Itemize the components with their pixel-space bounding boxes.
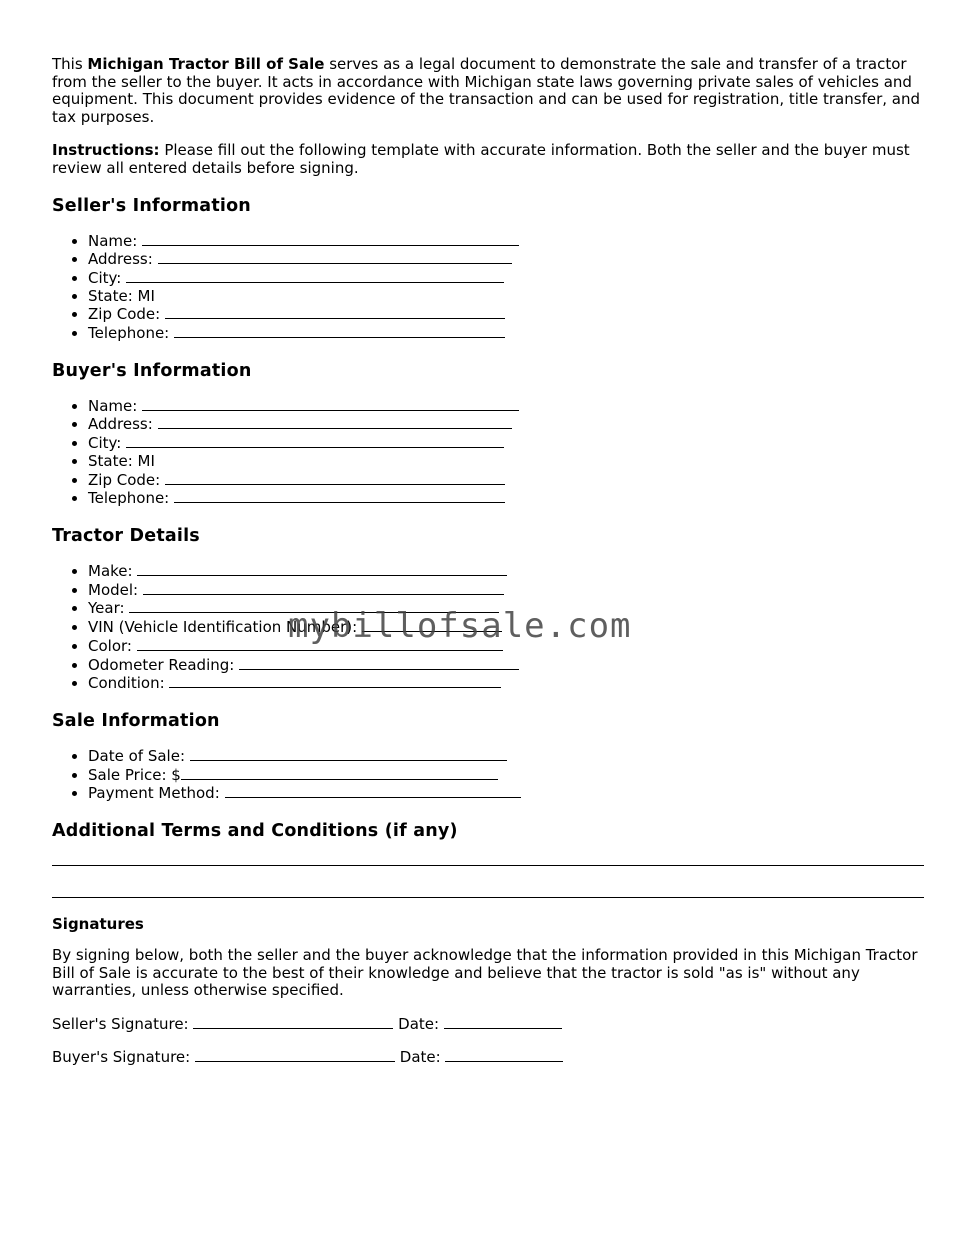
buyer-heading: Buyer's Information (52, 360, 252, 381)
intro-text: serves as a legal document to demonstrate the sale and transfer of a tractor from the seller to the buyer. It acts in accordance with Michigan state laws governing private sales of vehicles and equipment. This document provides evidence of the transaction and can be used for registration, title transfer, and tax purposes. (52, 55, 921, 126)
fill-blank[interactable] (181, 766, 498, 780)
seller-city-field[interactable] (88, 269, 924, 288)
field-label: City: (88, 268, 122, 287)
tractor-make-field[interactable] (88, 562, 924, 581)
seller-signature-line (52, 1015, 924, 1034)
buyer-signature-label: Buyer's Signature: (52, 1048, 191, 1067)
fill-blank[interactable] (142, 397, 519, 411)
fill-blank[interactable] (137, 562, 507, 576)
field-label: Year: (88, 599, 125, 618)
signatures-text: By signing below, both the seller and the buyer acknowledge that the information provided in this Michigan Tractor Bill of Sale is accurate to the best of their knowledge and believe that the tractor is sold "as is" without any warranties, unless otherwise specified. (52, 946, 918, 1000)
field-label: Telephone: (88, 489, 170, 508)
instructions-text: Please fill out the following template with accurate information. Both the seller and the buyer must review all entered details before signing. (52, 141, 910, 177)
field-label: Sale Price: $ (88, 765, 181, 784)
watermark: mybillofsale.com (288, 606, 632, 646)
buyer-name-field[interactable] (88, 397, 924, 416)
fill-blank[interactable] (225, 784, 521, 798)
field-label: Telephone: (88, 324, 170, 343)
seller-telephone-field[interactable] (88, 324, 924, 343)
tractor-odometer-field[interactable] (88, 656, 924, 675)
terms-line-1[interactable] (52, 865, 924, 866)
sale-date-field[interactable] (88, 747, 924, 766)
tractor-list (52, 562, 924, 693)
fill-blank[interactable] (142, 232, 519, 246)
field-label: Odometer Reading: (88, 655, 235, 674)
buyer-list (52, 397, 924, 508)
intro-paragraph (52, 56, 924, 126)
buyer-signature-blank[interactable] (195, 1048, 395, 1062)
tractor-color-field[interactable] (88, 637, 924, 656)
field-label: Name: (88, 396, 138, 415)
seller-signature-blank[interactable] (193, 1015, 393, 1029)
sale-payment-method-field[interactable] (88, 784, 924, 803)
fill-blank[interactable] (126, 434, 504, 448)
fill-blank[interactable] (190, 747, 507, 761)
document-body (52, 56, 924, 1082)
buyer-date-label: Date: (399, 1048, 441, 1067)
fill-blank[interactable] (165, 471, 505, 485)
fill-blank[interactable] (169, 674, 501, 688)
field-label: Address: (88, 250, 153, 269)
fill-blank[interactable] (165, 305, 505, 319)
fill-blank[interactable] (174, 324, 505, 338)
field-label: Zip Code: (88, 305, 161, 324)
sale-price-field[interactable] (88, 766, 924, 785)
fill-blank[interactable] (129, 599, 499, 613)
seller-address-field[interactable] (88, 250, 924, 269)
seller-heading: Seller's Information (52, 195, 251, 216)
tractor-model-field[interactable] (88, 581, 924, 600)
fill-blank[interactable] (158, 250, 512, 264)
fill-blank[interactable] (158, 415, 512, 429)
fill-blank[interactable] (174, 489, 505, 503)
instructions-label: Instructions: (52, 141, 160, 160)
fill-blank[interactable] (362, 618, 502, 632)
intro-title: Michigan Tractor Bill of Sale (87, 55, 325, 73)
field-label: Make: (88, 562, 133, 580)
field-label: State: MI (88, 286, 155, 305)
terms-line-2[interactable] (52, 897, 924, 898)
tractor-heading: Tractor Details (52, 526, 200, 546)
tractor-vin-field[interactable] (88, 618, 924, 637)
instructions-paragraph (52, 142, 924, 177)
field-label: Name: (88, 231, 138, 250)
field-label: Color: (88, 636, 132, 655)
sale-heading: Sale Information (52, 710, 220, 731)
sale-list (52, 747, 924, 803)
fill-blank[interactable] (239, 656, 519, 670)
buyer-telephone-field[interactable] (88, 489, 924, 508)
buyer-signature-line (52, 1048, 924, 1067)
fill-blank[interactable] (143, 581, 504, 595)
seller-date-label: Date: (398, 1014, 440, 1033)
seller-state-field (88, 288, 924, 306)
field-label: Date of Sale: (88, 746, 186, 765)
field-label: Model: (88, 580, 139, 599)
field-label: Zip Code: (88, 470, 161, 489)
tractor-year-field[interactable] (88, 599, 924, 618)
field-label: Payment Method: (88, 784, 220, 803)
signatures-heading: Signatures (52, 915, 144, 934)
seller-date-blank[interactable] (444, 1015, 562, 1029)
buyer-address-field[interactable] (88, 415, 924, 434)
terms-heading: Additional Terms and Conditions (if any) (52, 821, 458, 842)
field-label: City: (88, 434, 122, 453)
buyer-zip-field[interactable] (88, 471, 924, 490)
seller-signature-label: Seller's Signature: (52, 1014, 189, 1033)
fill-blank[interactable] (137, 637, 503, 651)
seller-zip-field[interactable] (88, 305, 924, 324)
fill-blank[interactable] (126, 269, 504, 283)
buyer-date-blank[interactable] (445, 1048, 563, 1062)
tractor-condition-field[interactable] (88, 674, 924, 693)
seller-name-field[interactable] (88, 232, 924, 251)
field-label: Condition: (88, 674, 165, 693)
field-label: Address: (88, 415, 153, 434)
field-label: VIN (Vehicle Identification Number): (88, 618, 358, 637)
seller-list (52, 232, 924, 343)
buyer-city-field[interactable] (88, 434, 924, 453)
field-label: State: MI (88, 451, 155, 470)
intro-prefix: This (52, 55, 88, 73)
buyer-state-field (88, 453, 924, 471)
